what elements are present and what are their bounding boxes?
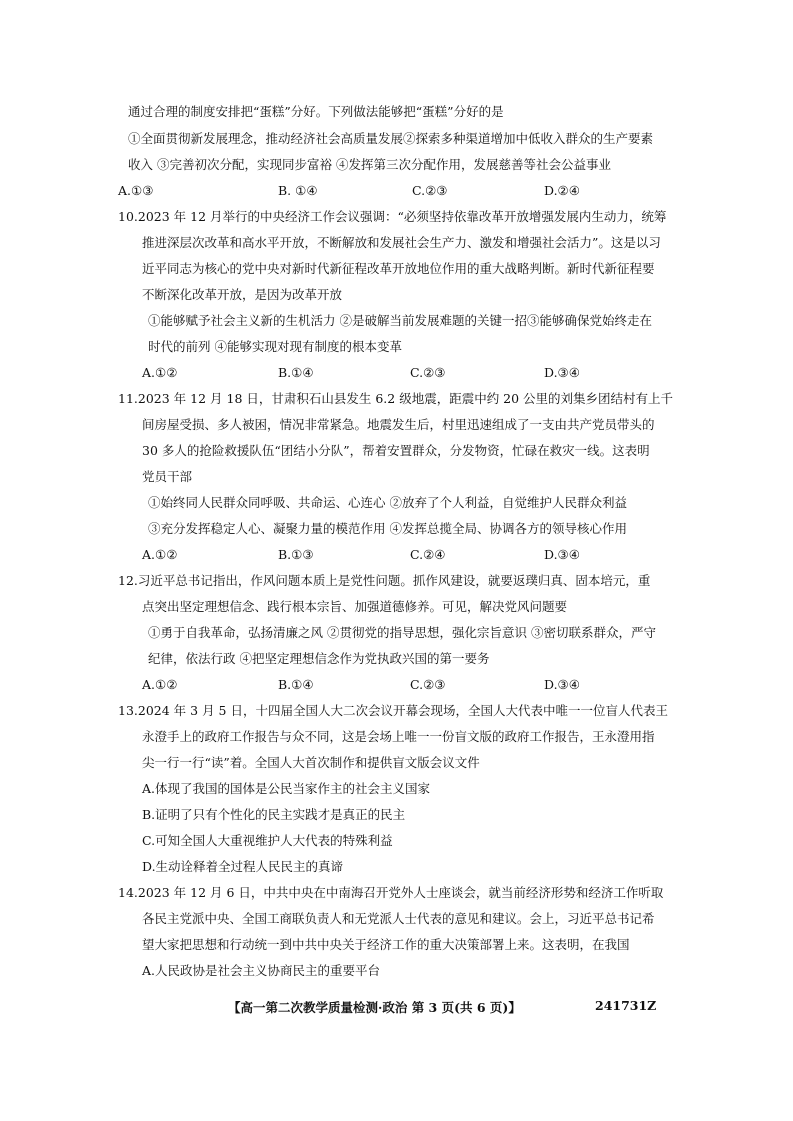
q14-option-a: A.人民政协是社会主义协商民主的重要平台 (142, 963, 381, 978)
q10-line-2: 推进深层次改革和高水平开放，不断解放和发展社会生产力、激发和增强社会活力”。这是以习 (142, 235, 661, 250)
q10-line-6: 时代的前列 ④能够实现对现有制度的根本变革 (148, 339, 402, 354)
q12-option-b: B.①④ (278, 677, 314, 692)
q12-line-3: ①勇于自我革命，弘扬清廉之风 ②贯彻党的指导思想，强化宗旨意识 ③密切联系群众，严守 (148, 625, 656, 640)
q13-line-3: 尖一行一行“读”着。全国人大首次制作和提供盲文版会议文件 (142, 755, 480, 770)
q9-line-3: 收入 ③完善初次分配，实现同步富裕 ④发挥第三次分配作用，发展慈善等社会公益事业 (128, 157, 611, 172)
q13-option-b: B.证明了只有个性化的民主实践才是真正的民主 (142, 807, 406, 822)
q10-line-5: ①能够赋予社会主义新的生机活力 ②是破解当前发展难题的关键一招③能够确保党始终走在 (148, 313, 652, 328)
q11-option-c: C.②④ (410, 547, 446, 562)
q11-line-3: 30 多人的抢险救援队伍“团结小分队”，帮着安置群众，分发物资，忙碌在救灾一线。这表明 (142, 443, 650, 458)
q13-line-2: 永澄手上的政府工作报告与众不同，这是会场上唯一一份盲文版的政府工作报告，王永澄用指 (142, 729, 655, 744)
q11-line-1: 11.2023 年 12 月 18 日，甘肃积石山县发生 6.2 级地震，距震中约 20 公里的刘集乡团结村有上千 (118, 391, 674, 406)
q10-option-a: A.①② (142, 365, 178, 380)
q13-line-1: 13.2024 年 3 月 5 日，十四届全国人大二次会议开幕会现场，全国人大代表中唯一一位盲人代表王 (118, 703, 668, 718)
q9-option-c: C.②③ (412, 183, 448, 198)
q11-option-a: A.①② (142, 547, 178, 562)
q9-line-1: 通过合理的制度安排把“蛋糕”分好。下列做法能够把“蛋糕”分好的是 (128, 104, 504, 119)
q13-option-a: A.体现了我国的国体是公民当家作主的社会主义国家 (142, 781, 431, 796)
q12-line-2: 点突出坚定理想信念、践行根本宗旨、加强道德修养。可见，解决党风问题要 (142, 599, 568, 614)
q9-option-d: D.②④ (544, 183, 580, 198)
q14-line-1: 14.2023 年 12 月 6 日，中共中央在中南海召开党外人士座谈会，就当前经济形势和经济工作听取 (118, 885, 664, 900)
exam-code: 241731Z (595, 998, 657, 1013)
q12-option-d: D.③④ (544, 677, 580, 692)
q9-option-a: A.①③ (118, 183, 154, 198)
q10-option-d: D.③④ (544, 365, 580, 380)
q9-option-b: B. ①④ (278, 183, 318, 198)
q10-option-b: B.①④ (278, 365, 314, 380)
q11-option-d: D.③④ (544, 547, 580, 562)
q12-line-4: 纪律，依法行政 ④把坚定理想信念作为党执政兴国的第一要务 (148, 651, 490, 666)
q10-line-4: 不断深化改革开放，是因为改革开放 (142, 287, 343, 302)
q12-line-1: 12.习近平总书记指出，作风问题本质上是党性问题。抓作风建设，就要返璞归真、固本培元，重 (118, 573, 651, 588)
q13-option-c: C.可知全国人大重视维护人大代表的特殊利益 (142, 833, 393, 848)
q12-option-a: A.①② (142, 677, 178, 692)
q11-line-4: 党员干部 (142, 469, 193, 484)
q10-option-c: C.②③ (410, 365, 446, 380)
q14-line-3: 望大家把思想和行动统一到中共中央关于经济工作的重大决策部署上来。这表明，在我国 (142, 937, 630, 952)
q11-line-5: ①始终同人民群众同呼吸、共命运、心连心 ②放弃了个人利益，自觉维护人民群众利益 (148, 495, 627, 510)
q10-line-3: 近平同志为核心的党中央对新时代新征程改革开放地位作用的重大战略判断。新时代新征程要 (142, 261, 655, 276)
q11-line-6: ③充分发挥稳定人心、凝聚力量的模范作用 ④发挥总揽全局、协调各方的领导核心作用 (148, 521, 627, 536)
q9-line-2: ①全面贯彻新发展理念，推动经济社会高质量发展②探索多种渠道增加中低收入群众的生产要素 (128, 131, 654, 146)
q11-line-2: 间房屋受损、多人被困，情况非常紧急。地震发生后，村里迅速组成了一支由共产党员带头的 (142, 417, 655, 432)
q10-line-1: 10.2023 年 12 月举行的中央经济工作会议强调：“必须坚持依靠改革开放增强发展内生动力，统筹 (118, 209, 667, 224)
page-footer: 【高一第二次教学质量检测·政治 第 3 页(共 6 页)】 (228, 1000, 521, 1015)
q11-option-b: B.①③ (278, 547, 314, 562)
q13-option-d: D.生动诠释着全过程人民民主的真谛 (142, 859, 344, 874)
q14-line-2: 各民主党派中央、全国工商联负责人和无党派人士代表的意见和建议。会上，习近平总书记希 (142, 911, 655, 926)
q12-option-c: C.②③ (410, 677, 446, 692)
